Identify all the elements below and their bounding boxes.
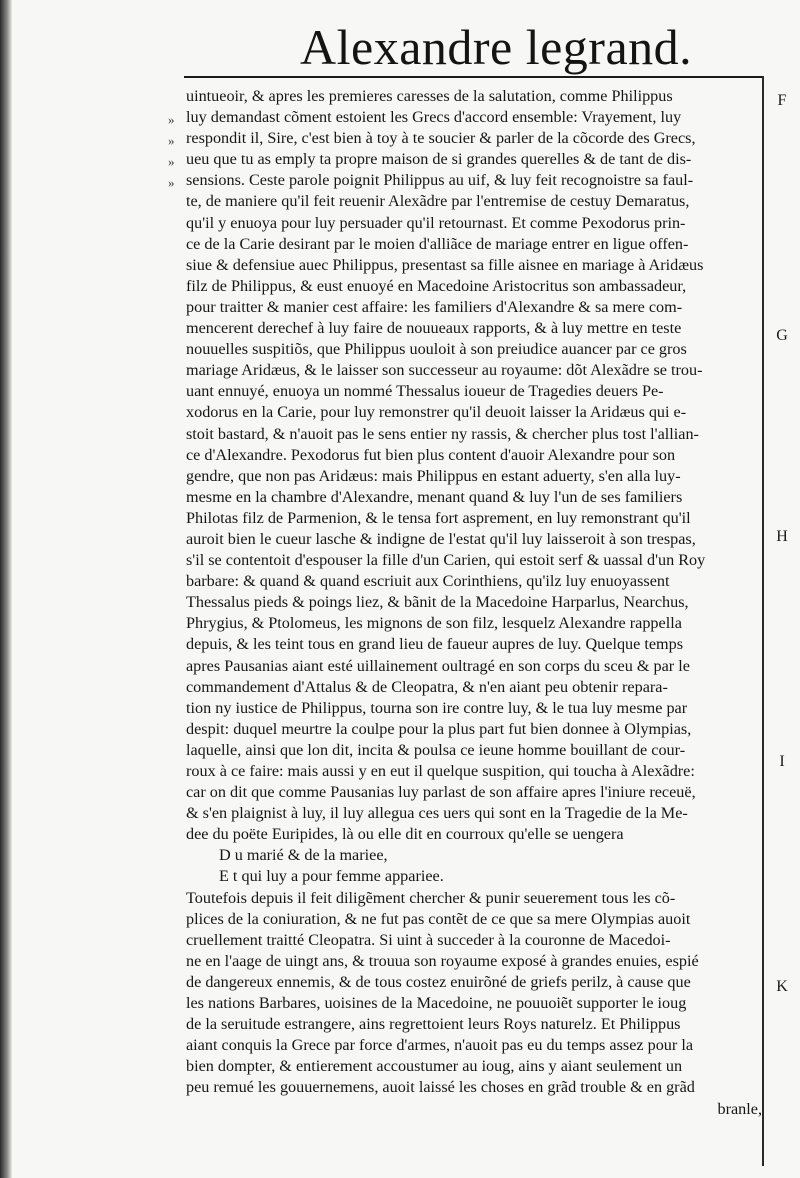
text-line: & s'en plaignist à luy, il luy allegua ces uers qui sont en la Tragedie de la Me- [186, 804, 688, 823]
text-line: ne en l'aage de uingt ans, & trouua son royaume exposé à grandes enuies, espié [186, 951, 699, 970]
text-line: respondit il, Sire, c'est bien à toy à te soucier & parler de la cõcorde des Grecs, [186, 129, 696, 148]
quote-mark: » [168, 112, 175, 127]
text-line: apres Pausanias aiant esté uillainement oultragé en son corps du sceu & par le [186, 656, 690, 675]
text-line: siue & defensiue auec Philippus, presentast sa fille aisnee en mariage à Aridæus [186, 255, 704, 274]
text-line: plices de la coniuration, & ne fut pas contẽt de ce que sa mere Olympias auoit [186, 909, 691, 928]
text-line: depuis, & les teint tous en grand lieu de faueur aupres de luy. Quelque temps [186, 635, 684, 654]
body-text [186, 86, 762, 1120]
text-line: roux à ce faire: mais aussi y en eut il quelque suspition, qui toucha à Alexãdre: [186, 762, 695, 780]
text-line: aiant conquis la Grece par force d'armes, n'auoit pas eu du temps assez pour la [186, 1036, 694, 1055]
text-line: ce d'Alexandre. Pexodorus fut bien plus content d'auoir Alexandre pour son [186, 445, 676, 464]
text-line: cruellement traitté Cleopatra. Si uint à succeder à la couronne de Macedoi- [186, 930, 671, 949]
text-line: mariage Aridæus, & le laisser son successeur au royaume: dõt Alexãdre se trou- [186, 361, 703, 380]
verse-line: D u marié & de la mariee, [219, 846, 388, 865]
margin-section-letter: H [776, 528, 788, 545]
running-head-title: Alexandre legrand. [300, 19, 693, 75]
text-line: Toutefois depuis il feit diligẽment chercher & punir seuerement tous les cõ- [186, 888, 676, 907]
text-line: de dangereux ennemis, & de tous costez enuirõné de griefs perilz, à cause que [186, 972, 691, 991]
text-line: despit: duquel meurtre la coulpe pour la plus part fut bien donnee à Olympias, [186, 719, 692, 738]
text-line: Philotas filz de Parmenion, & le tensa fort asprement, en luy remonstrant qu'il [186, 508, 691, 527]
text-line: mesme en la chambre d'Alexandre, menant quand & luy l'un de ses familiers [186, 487, 683, 506]
text-line: ce de la Carie desirant par le moien d'alliãce de mariage entrer en ligue offen- [186, 234, 689, 253]
text-line: pour traitter & manier cest affaire: les familiers d'Alexandre & sa mere com- [186, 297, 683, 316]
text-line: tion ny iustice de Philippus, tourna son ire contre luy, & le tua luy mesme par [186, 698, 688, 717]
margin-section-letter: F [777, 92, 787, 109]
text-line: les nations Barbares, uoisines de la Macedoine, ne pouuoiẽt supporter le ioug [186, 994, 687, 1013]
text-line: auroit bien le cueur lasche & indigne de l'estat qu'il luy laisseroit à son trespas, [186, 529, 696, 548]
margin-rule [762, 76, 764, 1166]
margin-section-letter: I [779, 753, 785, 770]
margin-section-letter: G [776, 327, 788, 344]
text-line: mencerent derechef à luy faire de nouueaux rapports, & à luy mettre en teste [186, 319, 682, 338]
text-line: bien dompter, & entierement accoustumer au ioug, ains y aiant seulement un [186, 1057, 683, 1076]
text-line: filz de Philippus, & eust enuoyé en Macedoine Aristocritus son ambassadeur, [186, 276, 687, 295]
text-line: uant ennuyé, enuoya un nommé Thessalus ioueur de Tragedies deuers Pe- [186, 382, 664, 401]
text-line: nouuelles suspitiõs, que Philippus uouloit à son preiudice auancer par ce gros [186, 340, 687, 359]
text-line: sensions. Ceste parole poignit Philippus au uif, & luy feit recognoistre sa faul- [186, 171, 694, 190]
text-line: uintueoir, & apres les premieres caresses de la salutation, comme Philippus [186, 87, 673, 105]
text-line: gendre, que non pas Aridæus: mais Philippus en estant aduerty, s'en alla luy- [186, 466, 681, 485]
text-line: s'il se contentoit d'espouser la fille d'un Carien, qui estoit serf & uassal d'un Roy [186, 551, 706, 570]
text-line: Thessalus pieds & poings liez, & bãnit de la Macedoine Harparlus, Nearchus, [186, 593, 689, 612]
text-line: xodorus en la Carie, pour luy remonstrer qu'il deuoit laisser la Aridæus qui e- [186, 403, 687, 422]
quote-mark: » [168, 175, 175, 190]
page-gutter [0, 0, 12, 1178]
text-line: laquelle, ainsi que lon dit, incita & poulsa ce ieune homme bouillant de cour- [186, 740, 686, 759]
text-line: barbare: & quand & quand escriuit aux Corinthiens, qu'ilz luy enuoyassent [186, 572, 670, 591]
margin-section-letter: K [776, 978, 788, 995]
text-line: de la seruitude estrangere, ains regrettoient leurs Roys naturelz. Et Philippus [186, 1015, 681, 1034]
text-line: car on dit que comme Pausanias luy parlast de son affaire apres l'iniure receuë, [186, 783, 696, 802]
text-line: commandement d'Attalus & de Cleopatra, & n'en aiant peu obtenir repara- [186, 677, 668, 696]
quote-mark: » [168, 154, 175, 169]
text-line: luy demandast cõment estoient les Grecs d'accord ensemble: Vrayement, luy [186, 108, 682, 127]
verse-line: E t qui luy a pour femme appariee. [219, 867, 444, 886]
quote-mark: » [168, 133, 175, 148]
text-line: qu'il y enuoya pour luy persuader qu'il retournast. Et comme Pexodorus prin- [186, 213, 686, 232]
text-line: stoit bastard, & n'auoit pas le sens entier ny rassis, & chercher plus tost l'allian- [186, 424, 699, 443]
header-rule [184, 76, 764, 78]
text-line: ueu que tu as emply ta propre maison de si grandes querelles & de tant de dis- [186, 150, 692, 169]
catchword: branle, [717, 1099, 762, 1118]
text-line: te, de maniere qu'il feit reuenir Alexãdre par l'entremise de cestuy Demaratus, [186, 192, 690, 211]
text-line: dee du poëte Euripides, là ou elle dit en courroux qu'elle se uengera [186, 825, 624, 844]
text-line: peu remué les gouuernemens, auoit laissé les choses en grãd trouble & en grãd [186, 1078, 695, 1097]
text-line: Phrygius, & Ptolomeus, les mignons de son filz, lesquelz Alexandre rappella [186, 614, 682, 633]
